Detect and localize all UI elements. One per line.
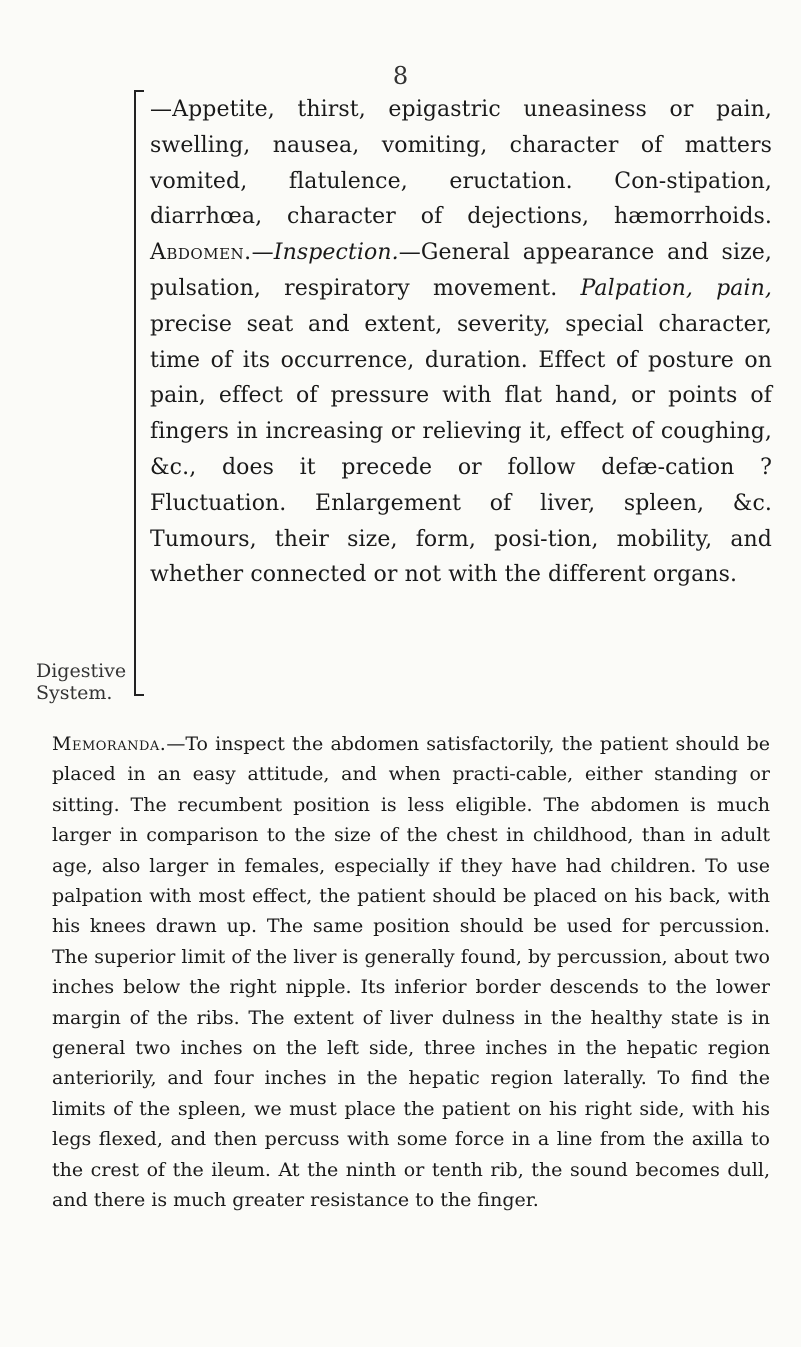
section-brace	[134, 90, 150, 696]
memoranda-paragraph	[52, 729, 770, 1216]
page-number: 8	[392, 62, 409, 90]
brace-point	[124, 364, 136, 378]
palpation-heading: Palpation, pain,	[580, 275, 772, 301]
memoranda-text: —To inspect the abdomen satisfactorily, the patient should be placed in an easy attitude, and when practi-cable, either standing or sitting. The recumbent position is less eligible. The abdomen is much larger in comparison to the size of the chest in childhood, than in adult age, also larger in females, especially if they have had children. To use palpation with most effect, the patient should be placed on his back, with his knees drawn up. The same position should be used for percussion. The superior limit of the liver is generally found, by percussion, about two inches below the right nipple. Its inferior border descends to the lower margin of the ribs. The extent of liver dulness in the healthy state is in general two inches on the left side, three inches in the hepatic region anteriorily, and four inches in the hepatic region laterally. To find the limits of the spleen, we must place the patient on his right side, with his legs flexed, and then percuss with some force in a line from the axilla to the crest of the ileum. At the ninth or tenth rib, the sound becomes dull, and there is much greater resistance to the finger.	[52, 733, 770, 1212]
inspection-heading: Inspection.	[273, 240, 399, 266]
digestive-text-part3: precise seat and extent, severity, special character, time of its occurrence, duration. Effect of posture on pain, effect of pressure with flat hand, or points of fingers in increasing or relieving it, effect of coughing, &c., does it precede or follow defæ-cation ? Fluctuation. Enlargement of liver, spleen, &c. Tumours, their size, form, posi-tion, mobility, and whether connected or not with the different organs.	[150, 311, 772, 588]
digestive-text-part2: —General appearance and size, pulsation, respiratory movement.	[150, 240, 772, 301]
digestive-system-section	[150, 92, 772, 593]
dash: —	[251, 240, 274, 266]
memoranda-heading: Memoranda.	[52, 733, 167, 755]
margin-label-digestive-system: Digestive System.	[36, 660, 127, 704]
digestive-text-part1: —Appetite, thirst, epigastric uneasiness or pain, swelling, nausea, vomiting, character of matters vomited, flatulence, eructation. Con-stipation, diarrhœa, character of dejections, hæmorrhoids.	[150, 97, 772, 230]
abdomen-heading: Abdomen.	[150, 240, 252, 266]
